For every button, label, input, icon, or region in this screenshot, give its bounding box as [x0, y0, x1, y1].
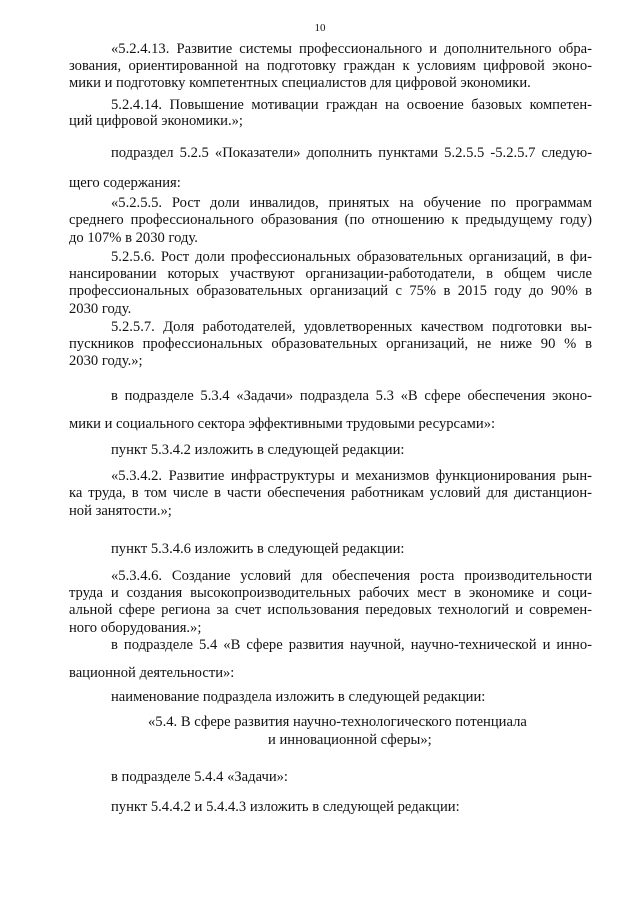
- text-line: в подразделе 5.4.4 «Задачи»:: [111, 769, 288, 785]
- text-line: пункт 5.3.4.6 изложить в следующей редакции:: [111, 541, 405, 557]
- text-line: 2030 году.: [69, 301, 132, 317]
- text-line: наименование подраздела изложить в следующей редакции:: [111, 689, 486, 705]
- text-line: «5.3.4.6. Создание условий для обеспечения роста производительности: [111, 568, 592, 584]
- text-line: подраздел 5.2.5 «Показатели» дополнить пунктами 5.2.5.5 -5.2.5.7 следую-: [111, 145, 592, 161]
- text-line: ной занятости.»;: [69, 503, 172, 519]
- text-line: пускников профессиональных образовательных организаций, не ниже 90 % в: [69, 336, 592, 352]
- text-line: 5.2.5.6. Рост доли профессиональных образовательных организаций, в фи-: [111, 249, 592, 265]
- page-number: 10: [314, 22, 326, 34]
- text-line: ций цифровой экономики.»;: [69, 113, 243, 129]
- text-line: профессиональных образовательных организаций с 75% в 2015 году до 90% в: [69, 283, 592, 299]
- text-line: 5.2.4.14. Повышение мотивации граждан на освоение базовых компетен-: [111, 97, 592, 113]
- text-line: щего содержания:: [69, 175, 181, 191]
- text-line: зования, ориентированной на подготовку граждан к условиям цифровой эконо-: [69, 58, 592, 74]
- text-line: мики и подготовку компетентных специалистов для цифровой экономики.: [69, 75, 531, 91]
- text-line: ного оборудования.»;: [69, 620, 202, 636]
- text-line: «5.4. В сфере развития научно-технологического потенциала: [148, 714, 527, 730]
- text-line: 5.2.5.7. Доля работодателей, удовлетворенных качеством подготовки вы-: [111, 319, 592, 335]
- text-line: в подразделе 5.3.4 «Задачи» подраздела 5.3 «В сфере обеспечения эконо-: [111, 388, 592, 404]
- text-line: 2030 году.»;: [69, 353, 143, 369]
- text-line: в подразделе 5.4 «В сфере развития научной, научно-технической и инно-: [111, 637, 592, 653]
- text-line: до 107% в 2030 году.: [69, 230, 198, 246]
- text-line: «5.2.5.5. Рост доли инвалидов, принятых на обучение по программам: [111, 195, 592, 211]
- text-line: труда и создания высокопроизводительных рабочих мест в экономике и соци-: [69, 585, 592, 601]
- text-line: «5.3.4.2. Развитие инфраструктуры и механизмов функционирования рын-: [111, 468, 592, 484]
- text-line: и инновационной сферы»;: [268, 732, 432, 748]
- text-line: пункт 5.3.4.2 изложить в следующей редакции:: [111, 442, 405, 458]
- text-line: ка труда, в том числе в части обеспечения работникам условий для дистанцион-: [69, 485, 592, 501]
- text-line: нансировании которых участвуют организации-работодатели, в общем числе: [69, 266, 592, 282]
- text-line: «5.2.4.13. Развитие системы профессионального и дополнительного обра-: [111, 41, 592, 57]
- text-line: альной сфере региона за счет использования передовых технологий и современ-: [69, 602, 592, 618]
- text-line: среднего профессионального образования (по отношению к предыдущему году): [69, 212, 592, 228]
- text-line: мики и социального сектора эффективными трудовыми ресурсами»:: [69, 416, 496, 432]
- text-line: пункт 5.4.4.2 и 5.4.4.3 изложить в следующей редакции:: [111, 799, 460, 815]
- text-line: вационной деятельности»:: [69, 665, 235, 681]
